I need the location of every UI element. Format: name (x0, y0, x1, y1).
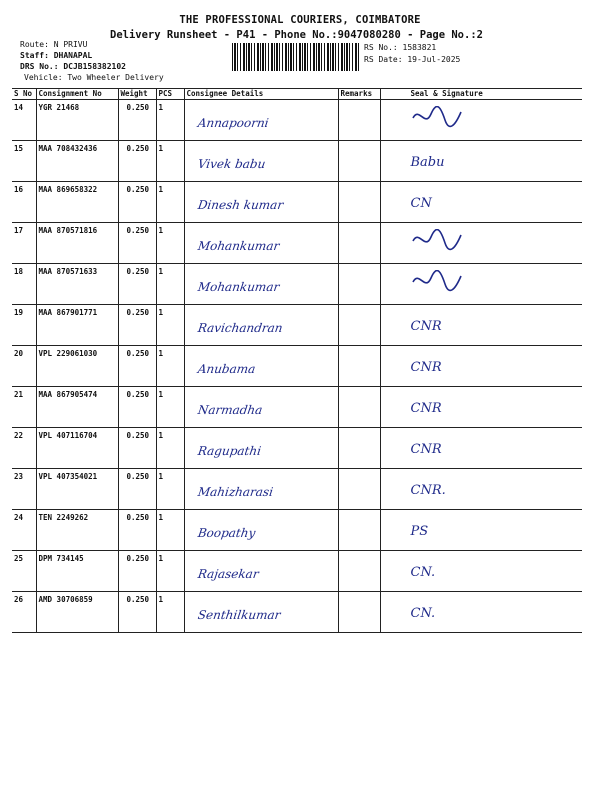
col-weight: Weight (118, 89, 156, 100)
remarks-cell (338, 305, 380, 346)
table-header-row (12, 89, 582, 100)
seal-signature-text: CNR (410, 401, 442, 416)
company-title: THE PROFESSIONAL COURIERS, COIMBATORE (179, 14, 421, 26)
remarks-cell (338, 387, 380, 428)
seal-signature-text: CNR (410, 319, 442, 334)
barcode (232, 43, 360, 71)
table-row (12, 305, 582, 346)
seal-signature-text: CNR (410, 442, 442, 457)
cell-weight: 0.250 (126, 595, 150, 604)
consignee-handwritten: Narmadha (196, 403, 263, 417)
table-row (12, 100, 582, 141)
seal-signature-text: CN (410, 196, 432, 211)
col-pcs: PCS (156, 89, 184, 100)
table-row (12, 469, 582, 510)
cell-sno: 19 (14, 308, 24, 317)
remarks-cell (338, 428, 380, 469)
seal-signature-text: CN. (410, 606, 436, 621)
cell-pcs: 1 (158, 349, 164, 358)
consignee-handwritten: Annapoorni (196, 116, 270, 130)
table-row (12, 387, 582, 428)
cell-consignment: MAA 869658322 (38, 185, 98, 194)
cell-pcs: 1 (158, 226, 164, 235)
route-label: Route: N PRIVU (20, 40, 88, 49)
remarks-cell (338, 100, 380, 141)
cell-pcs: 1 (158, 472, 164, 481)
consignee-handwritten: Boopathy (196, 526, 256, 540)
remarks-cell (338, 346, 380, 387)
remarks-cell (338, 141, 380, 182)
remarks-cell (338, 182, 380, 223)
rs-number: RS No.: 1583821 (364, 43, 437, 52)
cell-weight: 0.250 (126, 144, 150, 153)
col-sno: S No (12, 89, 36, 100)
cell-weight: 0.250 (126, 185, 150, 194)
cell-sno: 26 (14, 595, 24, 604)
consignee-handwritten: Dinesh kumar (196, 198, 284, 212)
consignee-handwritten: Mahizharasi (196, 485, 274, 499)
drs-label: DRS No.: DCJB158382102 (20, 62, 126, 71)
cell-sno: 24 (14, 513, 24, 522)
cell-sno: 20 (14, 349, 24, 358)
table-row (12, 428, 582, 469)
cell-weight: 0.250 (126, 267, 150, 276)
cell-consignment: MAA 867901771 (38, 308, 98, 317)
cell-weight: 0.250 (126, 390, 150, 399)
cell-sno: 17 (14, 226, 24, 235)
runsheet-subtitle: Delivery Runsheet - P41 - Phone No.:9047080280 - Page No.:2 (110, 29, 483, 41)
cell-weight: 0.250 (126, 226, 150, 235)
cell-weight: 0.250 (126, 554, 150, 563)
table-row (12, 592, 582, 633)
cell-pcs: 1 (158, 513, 164, 522)
cell-consignment: DPM 734145 (38, 554, 84, 563)
cell-consignment: VPL 229061030 (38, 349, 98, 358)
consignee-handwritten: Ragupathi (196, 444, 262, 458)
cell-consignment: TEN 2249262 (38, 513, 89, 522)
cell-pcs: 1 (158, 103, 164, 112)
signature-scribble (411, 106, 521, 134)
consignee-handwritten: Ravichandran (196, 321, 284, 335)
cell-weight: 0.250 (126, 349, 150, 358)
remarks-cell (338, 551, 380, 592)
cell-pcs: 1 (158, 595, 164, 604)
cell-weight: 0.250 (126, 513, 150, 522)
cell-sno: 21 (14, 390, 24, 399)
table-row (12, 141, 582, 182)
remarks-cell (338, 469, 380, 510)
seal-signature-text: PS (410, 524, 429, 539)
table-row (12, 264, 582, 305)
table-row (12, 510, 582, 551)
table-row (12, 346, 582, 387)
remarks-cell (338, 223, 380, 264)
cell-sno: 25 (14, 554, 24, 563)
col-consignment: Consignment No (36, 89, 118, 100)
seal-signature-text: CNR (410, 360, 442, 375)
table-row (12, 182, 582, 223)
cell-sno: 22 (14, 431, 24, 440)
rs-date: RS Date: 19-Jul-2025 (364, 55, 461, 64)
consignee-handwritten: Senthilkumar (196, 608, 281, 622)
cell-pcs: 1 (158, 390, 164, 399)
cell-sno: 14 (14, 103, 24, 112)
cell-sno: 23 (14, 472, 24, 481)
cell-sno: 15 (14, 144, 24, 153)
consignee-handwritten: Mohankumar (196, 280, 280, 294)
col-remarks: Remarks (338, 89, 380, 100)
cell-sno: 18 (14, 267, 24, 276)
seal-signature-text: CNR. (410, 483, 446, 498)
cell-pcs: 1 (158, 431, 164, 440)
cell-pcs: 1 (158, 267, 164, 276)
cell-weight: 0.250 (126, 308, 150, 317)
cell-weight: 0.250 (126, 472, 150, 481)
col-consignee: Consignee Details (184, 89, 338, 100)
cell-consignment: AMD 30706859 (38, 595, 93, 604)
runsheet-table (12, 88, 582, 633)
cell-consignment: VPL 407116704 (38, 431, 98, 440)
consignee-handwritten: Anubama (196, 362, 256, 376)
col-seal: Seal & Signature (380, 89, 582, 100)
cell-consignment: VPL 407354021 (38, 472, 98, 481)
remarks-cell (338, 510, 380, 551)
table-row (12, 551, 582, 592)
remarks-cell (338, 592, 380, 633)
signature-scribble (411, 270, 521, 298)
cell-weight: 0.250 (126, 103, 150, 112)
cell-consignment: MAA 867905474 (38, 390, 98, 399)
remarks-cell (338, 264, 380, 305)
cell-consignment: MAA 870571816 (38, 226, 98, 235)
cell-consignment: YGR 21468 (38, 103, 80, 112)
cell-weight: 0.250 (126, 431, 150, 440)
cell-sno: 16 (14, 185, 24, 194)
seal-signature-text: Babu (410, 155, 445, 170)
cell-pcs: 1 (158, 554, 164, 563)
table-row (12, 223, 582, 264)
signature-scribble (411, 229, 521, 257)
vehicle-label: Vehicle: Two Wheeler Delivery (24, 73, 164, 82)
cell-pcs: 1 (158, 144, 164, 153)
consignee-handwritten: Rajasekar (196, 567, 260, 581)
seal-signature-text: CN. (410, 565, 436, 580)
cell-consignment: MAA 708432436 (38, 144, 98, 153)
staff-label: Staff: DHANAPAL (20, 51, 93, 60)
cell-pcs: 1 (158, 185, 164, 194)
consignee-handwritten: Mohankumar (196, 239, 280, 253)
consignee-handwritten: Vivek babu (196, 157, 266, 171)
cell-consignment: MAA 870571633 (38, 267, 98, 276)
cell-pcs: 1 (158, 308, 164, 317)
